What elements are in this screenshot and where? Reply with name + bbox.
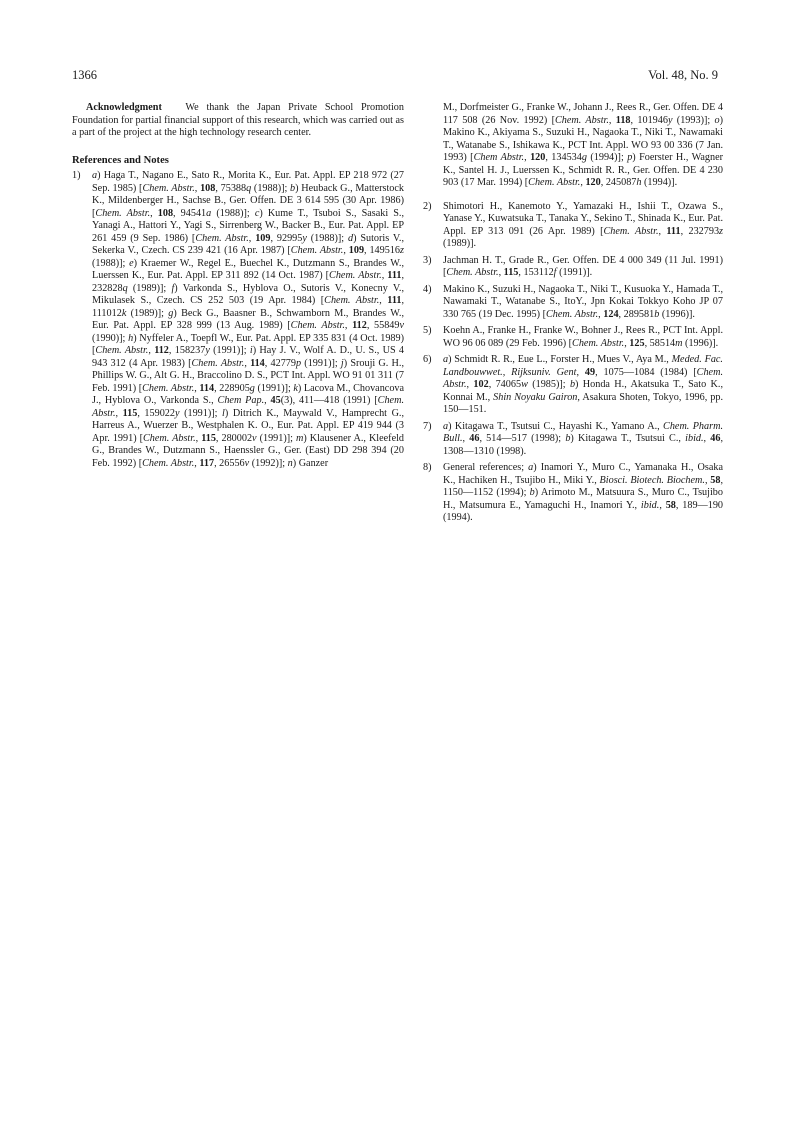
reference-number: 7): [423, 420, 432, 432]
reference-item-7: [423, 421, 723, 459]
reference-item-1-continued: [423, 102, 723, 190]
reference-number: 5): [423, 325, 432, 336]
right-column: [423, 102, 723, 529]
reference-number: 8): [423, 462, 432, 473]
page-header: [72, 68, 718, 84]
reference-text: a) Kitagawa T., Tsutsui C., Hayashi K., Yamano A., Chem. Pharm. Bull., 46, 514—517 (1998); b) Kitagawa T., Tsutsui C., ibid., 46, 1308—1310 (1998).: [443, 420, 724, 457]
reference-item-4: [423, 284, 723, 322]
reference-item-3: [423, 255, 723, 280]
reference-text: Makino K., Suzuki H., Nagaoka T., Niki T., Kusuoka Y., Hamada T., Nawamaki T., Watanabe S., ItoY., Jpn Kokai Tokkyo Koho JP 07 330 765 (19 Dec. 1995) [Chem. Abstr., 124, 289581b (1996)].: [443, 283, 723, 320]
journal-volume: Vol. 48, No. 9: [648, 68, 718, 82]
references-heading: References and Notes: [72, 154, 169, 166]
reference-number: 6): [423, 354, 432, 365]
reference-text: Koehn A., Franke H., Franke W., Bohner J., Rees R., PCT Int. Appl. WO 96 06 089 (29 Feb. 1996) [Chem. Abstr., 125, 58514m (1996)].: [443, 325, 723, 349]
reference-text: Shimotori H., Kanemoto Y., Yamazaki H., Ishii T., Ozawa S., Yanase Y., Kuwatsuka T., Tanaka Y., Sekino T., Shinada K., Eur. Pat. Appl. EP 313 091 (26 Apr. 1989) [Chem. Abstr., 111, 232793z (1989)].: [443, 200, 723, 249]
reference-item-8: [423, 462, 723, 525]
reference-text: a) Haga T., Nagano E., Sato R., Morita K., Eur. Pat. Appl. EP 218 972 (27 Sep. 1985) [Chem. Abstr., 108, 75388q (1988)]; b) Heuback G., Matterstock K., Mildenberger H., Sachse B., Ger. Offen. DE 3 614 595 (30 Apr. 1986) [Chem. Abstr., 108, 94541a (1988)]; c) Kume T., Tsuboi S., Sasaki S., Yanagi A., Hattori Y., Yagi S., Sirrenberg W., Backer B., Eur. Pat. Appl. EP 261 459 (9 Sep. 1986) [Chem. Abstr., 109, 92995y (1988)]; d) Sutoris V., Sekerka V., Czech. CS 239 421 (16 Apr. 1987) [Chem. Abstr., 109, 149516z (1988)]; e) Kraemer W., Regel E., Buechel K., Dutzmann S., Brandes W., Luerssen K., Eur. Pat. Appl. EP 311 892 (14 Oct. 1987) [Chem. Abstr., 111, 232828q (1989)]; f) Varkonda S., Hyblova O., Sutoris V., Konecny V., Mikulasek S., Czech. CS 252 503 (19 Apr. 1984) [Chem. Abstr., 111, 111012k (1989)]; g) Beck G., Baasner B., Schwamborn M., Brandes W., Eur. Pat. Appl. EP 328 999 (13 Aug. 1989) [Chem. Abstr., 112, 55849v (1990)]; h) Nyffeler A., Toepfl W., Eur. Pat. Appl. EP 335 831 (4 Oct. 1989) [Chem. Abstr., 112, 158237y (1991)]; i) Hay J. V., Wolf A. D., U. S., US 4 943 312 (4 Apr. 1983) [Chem. Abstr., 114, 42779p (1991)]; j) Srouji G. H., Phillips W. G., Alt G. H., Braccolino D. S., PCT Int. Appl. WO 91 01 311 (7 Feb. 1991) [Chem. Abstr., 114, 228905g (1991)]; k) Lacova M., Chovancova J., Hyblova O., Varkonda S., Chem Pap., 45(3), 411—418 (1991) [Chem. Abstr., 115, 159022y (1991)]; l) Ditrich K., Maywald V., Hamprecht G., Harreus A., Wuerzer B., Westphalen K. O., Eur. Pat. Appl. EP 419 944 (3 Apr. 1991) [Chem. Abstr., 115, 280002v (1991)]; m) Klausener A., Kleefeld G., Brandes W., Dutzmann S., Haenssler G., Ger. (East) DD 298 394 (20 Feb. 1992) [Chem. Abstr., 117, 26556v (1992)]; n) Ganzer: [92, 170, 405, 469]
acknowledgment-title: Acknowledgment: [86, 102, 162, 113]
reference-number: 3): [423, 254, 432, 266]
reference-number: 1): [72, 170, 81, 181]
left-column: [72, 102, 404, 474]
reference-text: General references; a) Inamori Y., Muro C., Yamanaka H., Osaka K., Hachiken H., Tsujibo H., Miki Y., Biosci. Biotech. Biochem., 58, 1150—1152 (1994); b) Arimoto M., Matsuura S., Muro C., Tsujibo H., Matsumura E., Yamaguchi H., Inamori Y., ibid., 58, 189—190 (1994).: [443, 462, 724, 523]
acknowledgment-text: We thank the Japan Private School Promotion Foundation for partial financial support of this research, which was carried out as a part of the project at the high technology research center.: [72, 102, 404, 138]
reference-number: 4): [423, 283, 432, 295]
reference-number: 2): [423, 200, 432, 212]
reference-text: Jachman H. T., Grade R., Ger. Offen. DE 4 000 349 (11 Jul. 1991) [Chem. Abstr., 115, 153112f (1991)].: [443, 254, 723, 278]
reference-item-2: [423, 201, 723, 251]
reference-item-1: [72, 170, 404, 470]
reference-text: M., Dorfmeister G., Franke W., Johann J., Rees R., Ger. Offen. DE 4 117 508 (26 Nov. 1992) [Chem. Abstr., 118, 101946y (1993)]; o) Makino K., Akiyama S., Suzuki H., Nagaoka T., Niki T., Nawamaki T., Watanabe S., Ishikawa K., PCT Int. Appl. WO 93 00 336 (7 Jan. 1993) [Chem Abstr., 120, 134534g (1994)]; p) Foerster H., Wagner K., Santel H. J., Luerssen K., Schmidt R. R., Ger. Offen. DE 4 230 903 (17 Mar. 1994) [Chem. Abstr., 120, 245087h (1994)].: [443, 102, 724, 188]
reference-item-5: [423, 325, 723, 350]
reference-text: a) Schmidt R. R., Eue L., Forster H., Mues V., Aya M., Meded. Fac. Landbouwwet., Rijksuniv. Gent, 49, 1075—1084 (1984) [Chem. Abstr., 102, 74065w (1985)]; b) Honda H., Akatsuka T., Sato K., Konnai M., Shin Noyaku Gairon, Asakura Shoten, Tokyo, 1996, pp. 150—151.: [443, 354, 724, 415]
reference-item-6: [423, 354, 723, 417]
acknowledgment-paragraph: [72, 102, 404, 140]
page-number: 1366: [72, 68, 97, 82]
